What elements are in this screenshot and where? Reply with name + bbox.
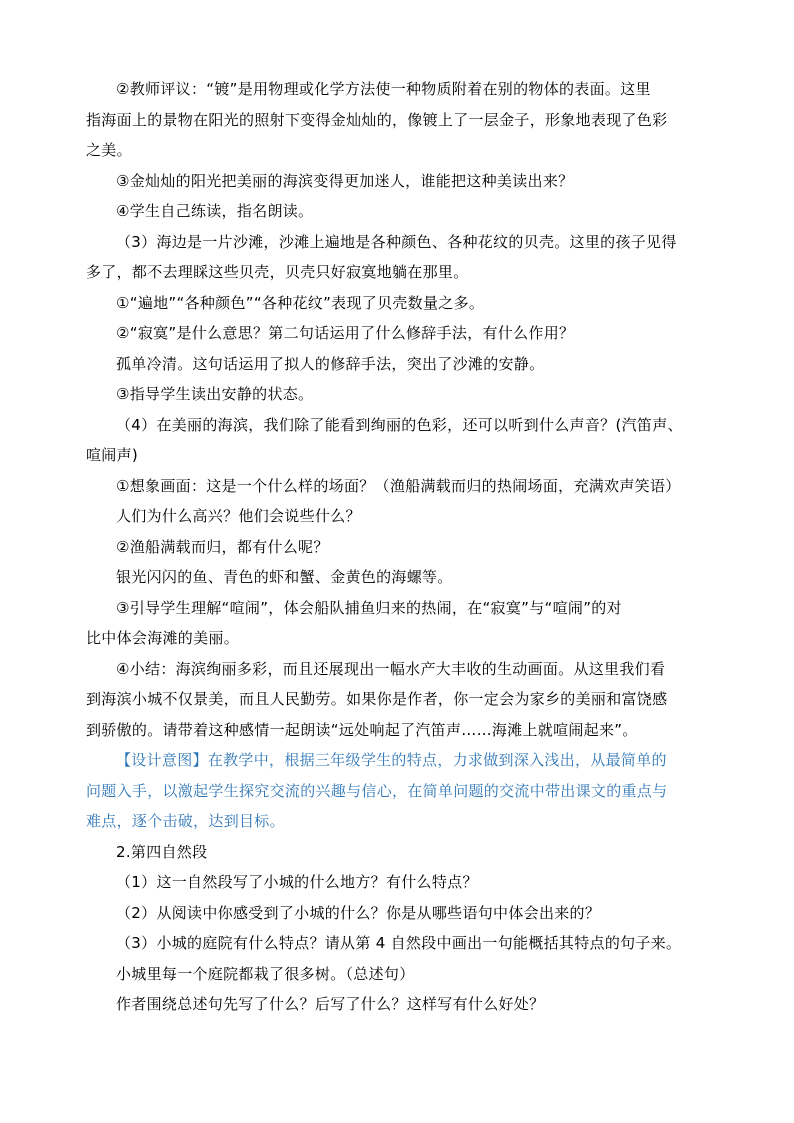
paragraph-line: 之美。 — [86, 141, 132, 159]
design-intent-line: 问题入手，以激起学生探究交流的兴趣与信心，在简单问题的交流中带出课文的重点与 — [86, 781, 668, 800]
question-line: （2）从阅读中你感受到了小城的什么？你是从哪些语句中体会出来的？ — [116, 903, 601, 922]
question-line: （3）小城的庭院有什么特点？请从第 4 自然段中画出一句能概括其特点的句子来。 — [116, 934, 682, 952]
paragraph-line: ①想象画面：这是一个什么样的场面？（渔船满载而归的热闹场面，充满欢声笑语） — [116, 476, 681, 495]
paragraph-line: ④学生自己练读，指名朗读。 — [116, 202, 314, 220]
paragraph-line: 比中体会海滩的美丽。 — [86, 629, 240, 647]
paragraph-line: ②“寂寞”是什么意思？第二句话运用了什么修辞手法，有什么作用？ — [116, 324, 575, 342]
paragraph-line: 多了，都不去理睬这些贝壳，贝壳只好寂寞地躺在那里。 — [86, 263, 469, 281]
design-intent-line — [86, 745, 706, 776]
design-intent-line: 难点，逐个击破，达到目标。 — [86, 812, 285, 830]
paragraph-line: ③指导学生读出安静的状态。 — [116, 385, 314, 403]
paragraph-line: 银光闪闪的鱼、青色的虾和蟹、金黄色的海螺等。 — [116, 568, 453, 586]
paragraph-line: 喧闹声) — [86, 446, 139, 464]
design-intent-label: 【设计意图】 — [116, 751, 208, 769]
section-heading: 2.第四自然段 — [116, 842, 208, 861]
paragraph-line: ②渔船满载而归，都有什么呢？ — [116, 537, 329, 556]
paragraph-line: 到海滨小城不仅景美，而且人民勤劳。如果你是作者，你一定会为家乡的美丽和富饶感 — [86, 690, 668, 708]
design-intent-text: 在教学中，根据三年级学生的特点，力求做到深入浅出，从最简单的 — [207, 751, 667, 769]
question-line: （1）这一自然段写了小城的什么地方？有什么特点？ — [116, 873, 478, 891]
paragraph-line: ①“遍地”“各种颜色”“各种花纹”表现了贝壳数量之多。 — [116, 293, 485, 312]
paragraph-line: （3）海边是一片沙滩，沙滩上遍地是各种颜色、各种花纹的贝壳。这里的孩子见得 — [116, 232, 677, 251]
paragraph-line: 孤单冷清。这句话运用了拟人的修辞手法，突出了沙滩的安静。 — [116, 354, 545, 373]
paragraph-line: 指海面上的景物在阳光的照射下变得金灿灿的，像镀上了一层金子，形象地表现了色彩 — [86, 110, 668, 129]
paragraph-line: 作者围绕总述句先写了什么？后写了什么？这样写有什么好处？ — [116, 995, 545, 1013]
paragraph-line: 小城里每一个庭院都栽了很多树。（总述句） — [116, 964, 415, 983]
document-body — [86, 74, 706, 1020]
paragraph-line: 人们为什么高兴？他们会说些什么？ — [116, 507, 361, 525]
paragraph-line: ③金灿灿的阳光把美丽的海滨变得更加迷人，谁能把这种美读出来？ — [116, 171, 574, 190]
paragraph-line: ④小结：海滨绚丽多彩，而且还展现出一幅水产大丰收的生动画面。从这里我们看 — [116, 659, 666, 678]
paragraph-line: ②教师评议：“镀”是用物理或化学方法使一种物质附着在别的物体的表面。这里 — [116, 80, 651, 98]
paragraph-line: （4）在美丽的海滨，我们除了能看到绚丽的色彩，还可以听到什么声音？(汽笛声、 — [116, 415, 683, 434]
paragraph-line: ③引导学生理解“喧闹”，体会船队捕鱼归来的热闹，在“寂寞”与“喧闹”的对 — [116, 598, 622, 617]
paragraph-line: 到骄傲的。请带着这种感情一起朗读“远处响起了汽笛声……海滩上就喧闹起来”。 — [86, 720, 638, 739]
